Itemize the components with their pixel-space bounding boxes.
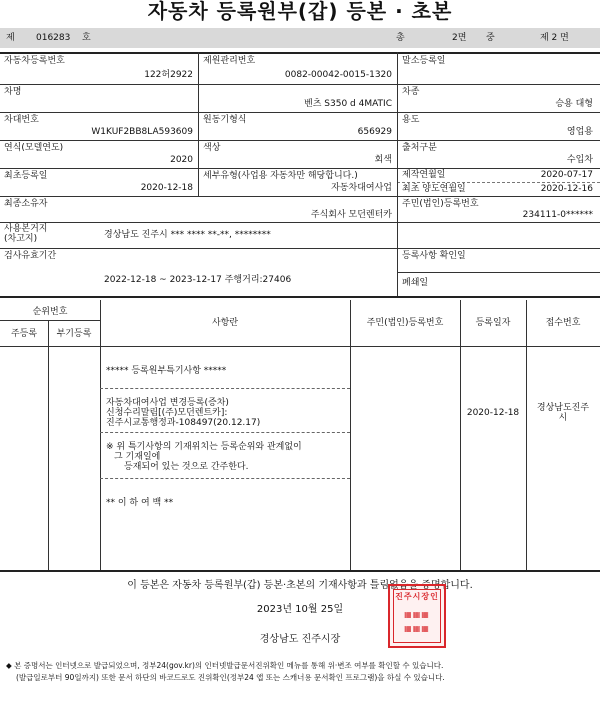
- id-header: 주민(법인)등록번호: [366, 318, 444, 328]
- change-entry-line2: 신청수리말림[(주)모던렌트카]:: [106, 408, 228, 418]
- engine-value: 656929: [357, 127, 392, 137]
- official-seal-stamp: 진주시장인 ▦▦▦ ▦▦▦: [388, 584, 446, 648]
- owner-label: 최종소유자: [4, 199, 48, 209]
- first-reg-value: 2020-12-18: [140, 183, 193, 193]
- seq-header: 순위번호: [32, 307, 68, 317]
- sub-type-value: 자동차대여사업: [331, 183, 392, 193]
- origin-label: 출처구분: [402, 143, 437, 153]
- notice-line1: ◆ 본 증명서는 인터넷으로 발급되었으며, 정부24(gov.kr)의 인터넷발급문서진위확인 메뉴를 통해 위·변조 여부를 확인할 수 있습니다.: [6, 661, 444, 670]
- sub-type-label: 세부유형(사업용 자동차만 해당합니다.): [203, 171, 358, 181]
- cancel-date-label: 말소등록일: [402, 56, 446, 66]
- notice-line2: (발급일로부터 90일까지) 또한 문서 하단의 바코드로도 진위확인(정부24 앱 또는 스캐너용 문서확인 프로그램)을 하실 수 있습니다.: [16, 673, 445, 682]
- type-value: 승용 대형: [555, 99, 593, 109]
- total-label: 총: [396, 33, 405, 43]
- change-entry-line3: 진주시교통행정과-108497(20.12.17): [106, 418, 261, 428]
- owner-value: 주식회사 모던렌터카: [310, 210, 392, 220]
- reg-confirm-label: 등록사항 확인일: [402, 251, 466, 261]
- main-reg-header: 주등록: [10, 329, 38, 339]
- vin-value: W1KUF2BB8LA593609: [91, 127, 193, 137]
- usage-value: 영업용: [566, 127, 593, 137]
- base-value: 경상남도 진주시 *** **** **-**, ********: [104, 230, 271, 240]
- content-header: 사항란: [211, 318, 239, 328]
- transfer-date-label: 최초 양도연월일: [402, 184, 466, 194]
- change-entry-office-line2: 시: [558, 413, 568, 423]
- special-notes-heading: ***** 등록원부특기사항 *****: [106, 366, 227, 376]
- scrap-date-label: 폐쇄일: [402, 278, 429, 288]
- base-label-garage: (차고지): [4, 234, 38, 244]
- change-entry-office-line1: 경상남도진주: [536, 403, 590, 413]
- first-reg-label: 최초등록일: [4, 171, 48, 181]
- page-number: 제 2 면: [540, 33, 569, 43]
- note-line3: 등재되어 있는 것으로 간주한다.: [124, 462, 249, 472]
- issue-date: 2023년 10월 25일: [256, 604, 344, 615]
- engine-label: 원동기형식: [203, 115, 247, 125]
- origin-value: 수입차: [566, 155, 593, 165]
- change-entry-date: 2020-12-18: [466, 408, 520, 418]
- mid-label: 중: [486, 33, 495, 43]
- transfer-date-value: 2020-12-16: [540, 184, 593, 194]
- issuer-name: 경상남도 진주시장: [259, 634, 341, 645]
- no-label: 제: [6, 33, 15, 43]
- model-label: 차명: [4, 87, 22, 97]
- year-value: 2020: [170, 155, 193, 165]
- stamp-text: 진주시장인: [395, 592, 439, 601]
- base-label: 사용본거지: [4, 224, 48, 234]
- office-header: 접수번호: [545, 318, 581, 328]
- mfg-date-value: 2020-07-17: [540, 170, 593, 180]
- sub-reg-header: 부기등록: [56, 329, 92, 339]
- end-of-entries: ** 이 하 여 백 **: [106, 498, 174, 508]
- vin-label: 차대번호: [4, 115, 39, 125]
- inspect-label: 검사유효기간: [4, 251, 57, 261]
- model-value: 벤츠 S350 d 4MATIC: [304, 99, 392, 109]
- date-header: 등록일자: [475, 318, 511, 328]
- id-no-label: 주민(법인)등록번호: [402, 199, 479, 209]
- inspect-value: 2022-12-18 ~ 2023-12-17 주행거리:27406: [104, 275, 292, 285]
- color-value: 회색: [374, 155, 392, 165]
- certification-statement: 이 등본은 자동차 등록원부(갑) 등본·초본의 기재사항과 틀림없음을 증명합니다.: [127, 580, 473, 591]
- document-number: 016283: [36, 33, 71, 43]
- note-line1: ※ 위 특기사항의 기재위치는 등록순위와 관계없이: [106, 442, 302, 452]
- usage-label: 용도: [402, 115, 420, 125]
- color-label: 색상: [203, 143, 221, 153]
- id-no-value: 234111-0******: [522, 210, 593, 220]
- type-label: 차종: [402, 87, 420, 97]
- document-title: 자동차 등록원부(갑) 등본 · 초본: [147, 0, 453, 23]
- total-pages: 2면: [452, 33, 467, 43]
- reg-no-label: 자동차등록번호: [4, 56, 65, 66]
- note-line2: 그 기재일에: [114, 452, 161, 462]
- mgmt-no-label: 제원관리번호: [203, 56, 256, 66]
- change-entry-line1: 자동차대여사업 변경등록(증차): [106, 398, 229, 408]
- mgmt-no-value: 0082-00042-0015-1320: [284, 70, 392, 80]
- reg-no-value: 122허2922: [144, 70, 193, 80]
- no-suffix: 호: [82, 33, 91, 43]
- mfg-date-label: 제작연월일: [402, 170, 446, 180]
- year-label: 연식(모델연도): [4, 143, 64, 153]
